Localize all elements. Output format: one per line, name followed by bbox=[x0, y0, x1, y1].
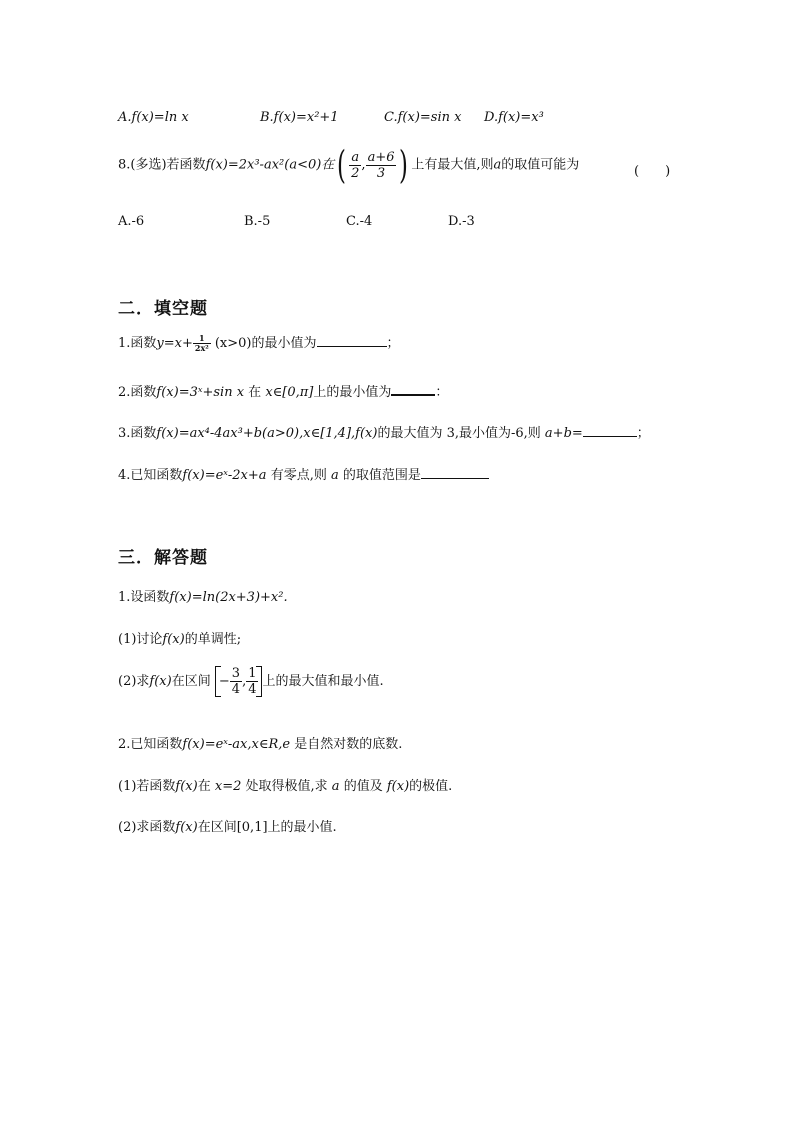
option-c: C.f(x)=sin x bbox=[384, 110, 462, 125]
q8-suffix: 上有最大值,则 bbox=[411, 157, 494, 173]
answer-question-1-part-2: (2)求f(x)在区间 − $\frac{3}{4}$ , $\frac{1}{4}$ 上的最大值和最小值. bbox=[118, 666, 384, 697]
q8-option-b: B.-5 bbox=[244, 214, 271, 229]
left-paren: ( bbox=[337, 143, 347, 187]
answer-question-2-part-2: (2)求函数f(x)在区间[0,1]上的最小值. bbox=[118, 820, 337, 835]
option-b: B.f(x)=x²+1 bbox=[260, 110, 339, 125]
q8-answer-paren: ( ) bbox=[634, 164, 671, 179]
section-title-fill-in: 二．填空题 bbox=[118, 299, 208, 319]
answer-blank[interactable] bbox=[317, 346, 387, 347]
fill-question-3: 3.函数f(x)=ax⁴-4ax³+b(a>0),x∈[1,4],f(x)的最大值为 3,最小值为-6,则 a+b= ； bbox=[118, 426, 650, 441]
answer-question-1-stem: 1.设函数f(x)=ln(2x+3)+x². bbox=[118, 590, 288, 605]
option-a: A.f(x)=ln x bbox=[118, 110, 189, 125]
fill-question-4: 4.已知函数f(x)=eˣ-2x+a 有零点,则 a 的取值范围是 bbox=[118, 464, 489, 483]
answer-question-2-part-1: (1)若函数f(x)在 x=2 处取得极值,求 a 的值及 f(x)的极值. bbox=[118, 779, 453, 794]
answer-question-2-stem: 2.已知函数f(x)=eˣ-ax,x∈R,e 是自然对数的底数. bbox=[118, 737, 403, 752]
answer-blank[interactable] bbox=[583, 436, 637, 437]
fill-question-2: 2.函数f(x)=3ˣ+sin x 在 x∈[0,π]上的最小值为 ： bbox=[118, 385, 449, 400]
q8-prefix: 8.(多选)若函数 bbox=[118, 157, 206, 173]
fraction: $\frac{1}{\text{2x²}}$ bbox=[194, 333, 209, 353]
answer-blank[interactable] bbox=[391, 394, 435, 396]
q8-function: f(x)=2x³-ax²(a<0)在 bbox=[205, 157, 335, 173]
fraction-1: $\frac{3}{4}$ bbox=[231, 666, 241, 697]
q8-option-a: A.-6 bbox=[118, 214, 145, 229]
right-paren: ) bbox=[399, 143, 409, 187]
option-d: D.f(x)=x³ bbox=[484, 110, 544, 125]
q8-fraction-2: $\frac{a+6}{3}$ bbox=[367, 149, 395, 181]
q8-option-c: C.-4 bbox=[346, 214, 373, 229]
answer-blank[interactable] bbox=[421, 478, 489, 479]
fill-question-1: 1.函数y=x+ $\frac{1}{\text{2x²}}$ (x>0)的最小值为 ； bbox=[118, 333, 400, 353]
fraction-2: $\frac{1}{4}$ bbox=[248, 666, 257, 697]
section-title-answer: 三．解答题 bbox=[118, 548, 208, 568]
interval-bracket: − $\frac{3}{4}$ , $\frac{1}{4}$ bbox=[215, 666, 263, 697]
q8-fraction-1: $\frac{a}{2}$ bbox=[351, 149, 360, 181]
q8-option-d: D.-3 bbox=[448, 214, 475, 229]
answer-question-1-part-1: (1)讨论f(x)的单调性; bbox=[118, 632, 242, 647]
question-8: 8.(多选)若函数f(x)=2x³-ax²(a<0)在( $\frac{a}{2}$ , $\frac{a+6}{3}$ ) 上有最大值,则a的取值可能为 bbox=[118, 143, 580, 187]
